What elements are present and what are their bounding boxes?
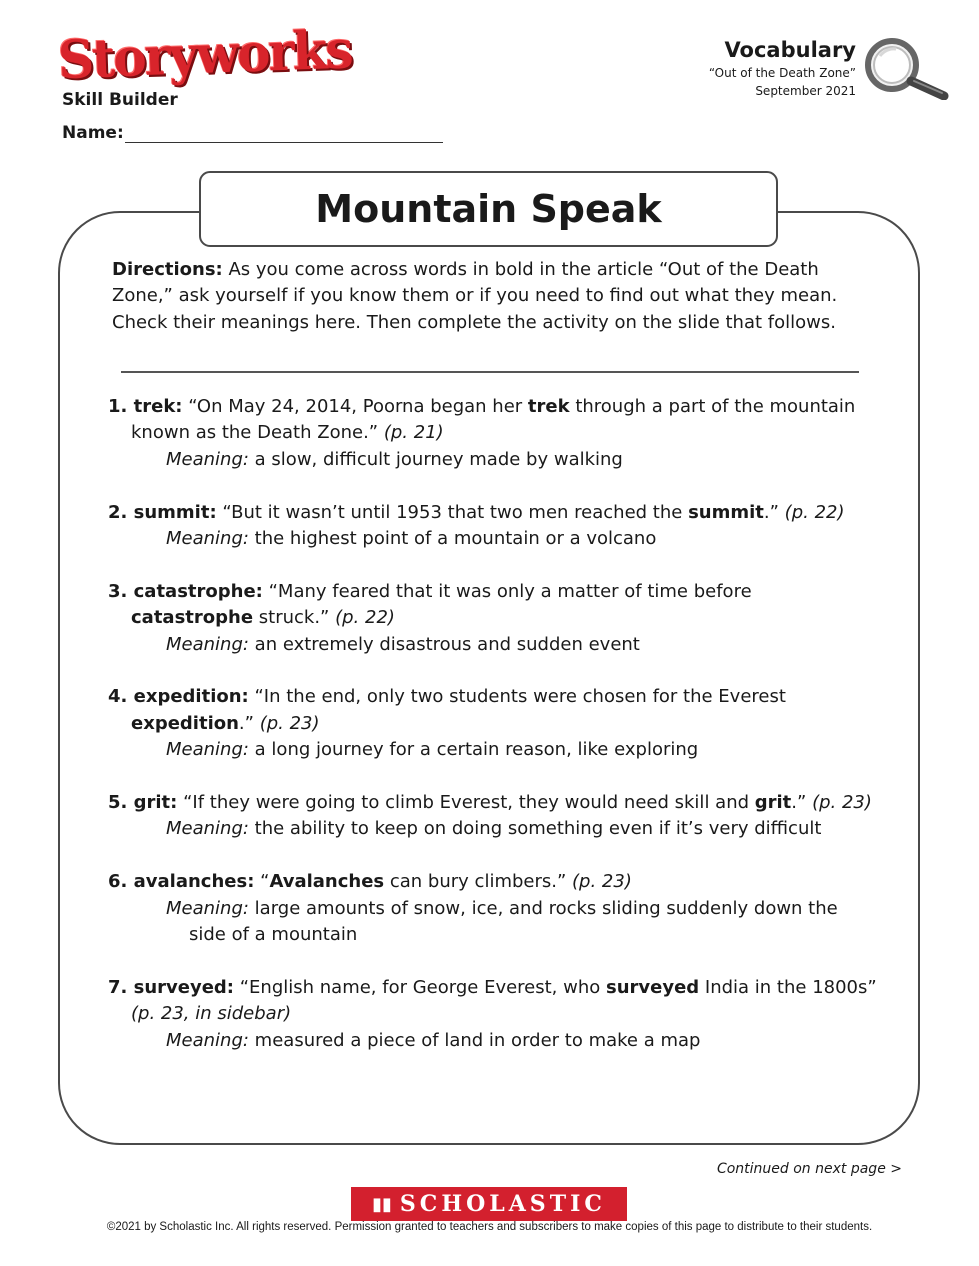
meaning-label: Meaning: (166, 633, 249, 655)
divider (121, 371, 859, 373)
quote-bold-word: expedition (131, 712, 239, 734)
quote-bold-word: surveyed (606, 976, 700, 998)
quote-text: can bury climbers.” (384, 871, 573, 893)
continued-note: Continued on next page > (716, 1161, 902, 1177)
meaning-text: the highest point of a mountain or a volcano (248, 528, 657, 550)
book-icon: ▮▮ (372, 1193, 392, 1215)
meaning-text: the ability to keep on doing something even if it’s very difficult (248, 818, 822, 840)
meaning-label: Meaning: (166, 818, 249, 840)
article-title: “Out of the Death Zone” (708, 66, 856, 80)
quote-bold-word: catastrophe (131, 607, 254, 629)
vocab-term: 5. grit: (108, 792, 178, 814)
vocab-item-surveyed (108, 975, 878, 1054)
vocabulary-header (709, 38, 856, 98)
meaning-label: Meaning: (166, 1029, 249, 1051)
quote-text: “English name, for George Everest, who (234, 976, 606, 998)
issue-date: September 2021 (755, 84, 856, 98)
quote-text: India in the 1800s” (699, 976, 877, 998)
quote-text: .” (763, 501, 785, 523)
quote-text: “Many feared that it was only a matter of time before (262, 580, 752, 602)
vocab-term: 1. trek: (108, 396, 183, 417)
directions-text: As you come across words in bold in the article “Out of the Death Zone,” ask yourself if you know them or if you need to find out what they mean. Check their meanings here. Then complete the activity on the slide that follows. (112, 259, 838, 333)
quote-text: through a part of the mountain known as the Death Zone.” (131, 396, 856, 444)
quote-text: “But it wasn’t until 1953 that two men reached the (216, 501, 689, 523)
vocabulary-list (108, 394, 878, 1080)
page-title: Mountain Speak (199, 171, 778, 247)
name-field-row (62, 123, 443, 143)
page-reference: (p. 22) (784, 501, 845, 523)
quote-bold-word: summit (688, 501, 764, 523)
quote-bold-word: trek (527, 396, 570, 417)
meaning-text: measured a piece of land in order to make a map (248, 1029, 701, 1051)
copyright-notice: ©2021 by Scholastic Inc. All rights reserved. Permission granted to teachers and subscribers to make copies of this page to distribute to their students. (106, 1221, 873, 1233)
page-reference: (p. 23) (259, 712, 320, 734)
meaning-text: a long journey for a certain reason, like exploring (248, 739, 699, 761)
quote-text: struck.” (253, 607, 336, 629)
vocab-item-summit (108, 500, 878, 553)
directions-label: Directions: (112, 259, 223, 280)
meaning-text: large amounts of snow, ice, and rocks sliding suddenly down the side of a mountain (189, 897, 838, 946)
meaning-text: an extremely disastrous and sudden event (248, 633, 640, 655)
page-reference: (p. 21) (383, 422, 444, 444)
vocab-term: 7. surveyed: (108, 976, 234, 998)
vocab-term: 6. avalanches: (108, 871, 255, 893)
publisher-name: SCHOLASTIC (399, 1191, 606, 1217)
directions (112, 257, 878, 336)
quote-bold-word: grit (754, 792, 792, 814)
meaning-label: Meaning: (166, 448, 249, 470)
category-title: Vocabulary (724, 38, 856, 62)
quote-text: .” (238, 712, 260, 734)
page-reference: (p. 23) (812, 792, 872, 814)
quote-bold-word: Avalanches (269, 871, 385, 893)
page-reference: (p. 23, in sidebar) (131, 1003, 292, 1025)
meaning-label: Meaning: (166, 897, 249, 919)
page-reference: (p. 23) (572, 871, 632, 893)
name-label: Name: (62, 123, 124, 143)
vocab-term: 4. expedition: (108, 686, 249, 708)
page-reference: (p. 22) (335, 607, 395, 629)
vocab-item-expedition (108, 684, 878, 763)
meaning-label: Meaning: (166, 528, 249, 550)
scholastic-logo (351, 1187, 627, 1221)
meaning-text: a slow, difficult journey made by walking (248, 448, 623, 470)
vocab-term: 2. summit: (108, 501, 217, 523)
quote-text: “ (254, 871, 270, 893)
skill-builder-label: Skill Builder (62, 90, 178, 110)
quote-text: “On May 24, 2014, Poorna began her (182, 396, 528, 417)
vocab-item-trek (108, 394, 878, 473)
vocab-item-catastrophe (108, 579, 878, 658)
quote-text: “In the end, only two students were chosen for the Everest (248, 686, 786, 708)
meaning-label: Meaning: (166, 739, 249, 761)
quote-text: .” (791, 792, 813, 814)
vocab-term: 3. catastrophe: (108, 580, 263, 602)
vocab-item-avalanches (108, 869, 878, 948)
storyworks-logo: Storyworks (57, 18, 353, 91)
quote-text: “If they were going to climb Everest, they would need skill and (177, 792, 755, 814)
magnifying-glass-icon (862, 36, 952, 100)
name-input-line[interactable] (125, 124, 443, 143)
vocab-item-grit (108, 790, 878, 843)
